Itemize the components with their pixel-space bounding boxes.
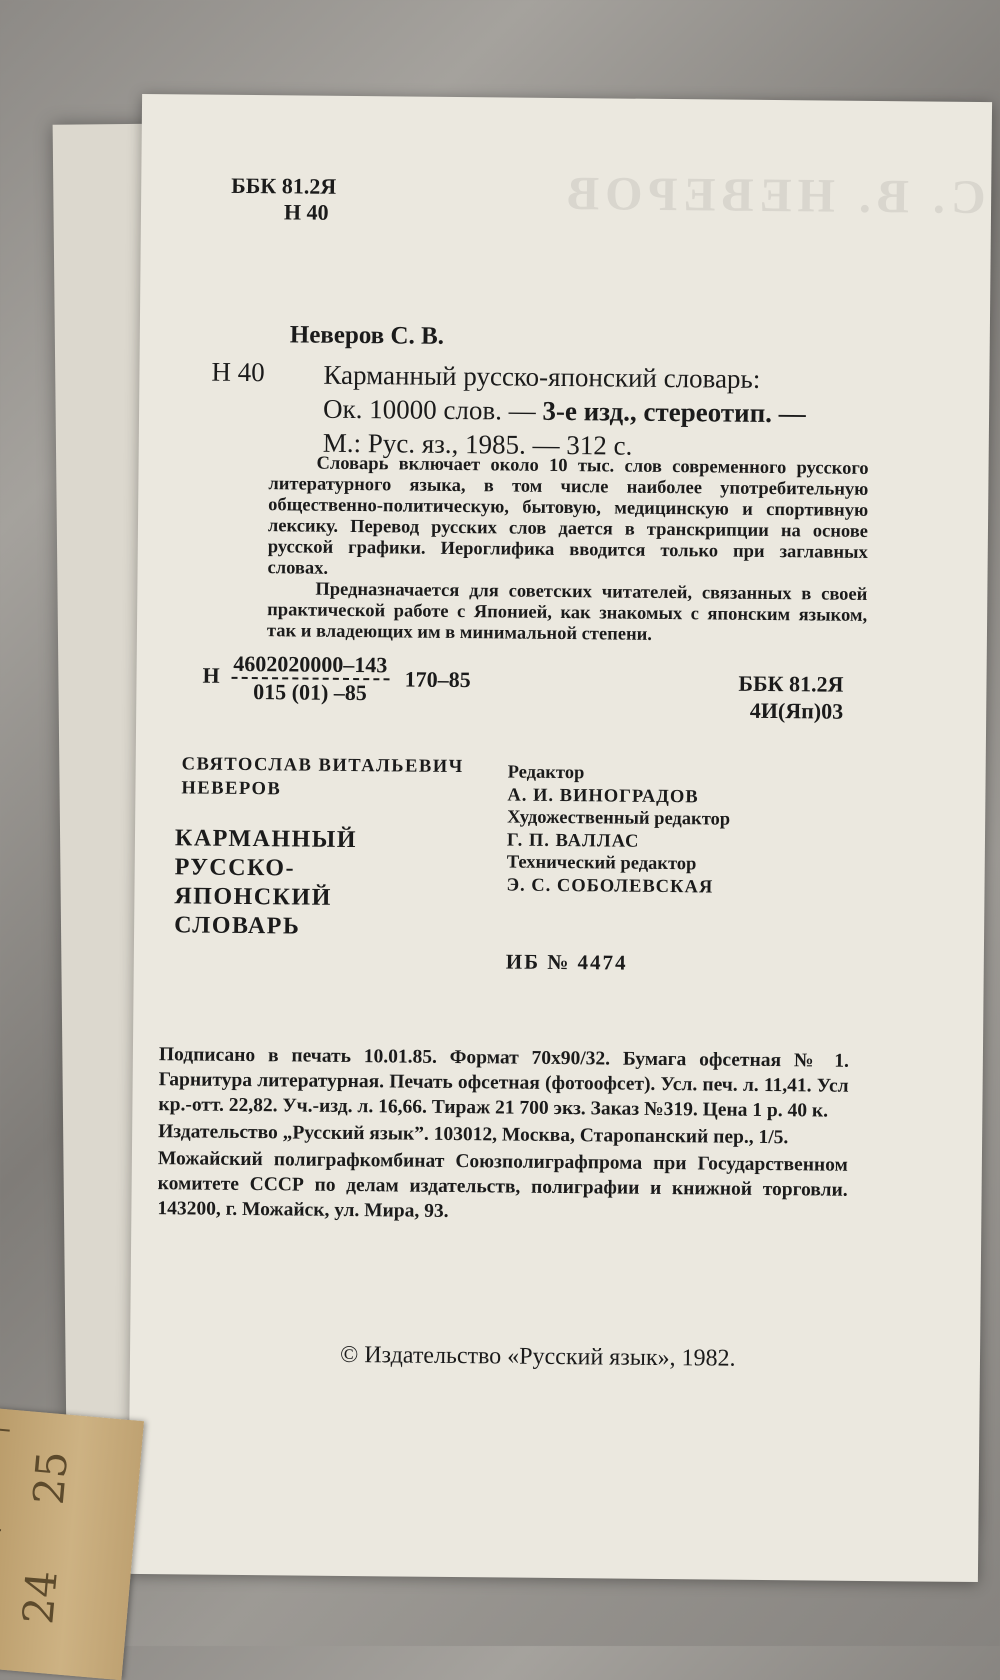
- book-title-line: КАРМАННЫЙ: [174, 825, 358, 854]
- author-name-line: СВЯТОСЛАВ ВИТАЛЬЕВИЧ: [181, 754, 464, 778]
- imprint-paragraph: Подписано в печать 10.01.85. Формат 70х90/32. Бумага офсетная № 1. Гарнитура литературная. Печать офсетная (фотоофсет). Усл. печ. л. 11,41. Усл кр.-отт. 22,82. Уч.-изд. л. 16,66. Тираж 21 700 экз. Заказ №319. Цена 1 р. 40 к.: [158, 1044, 849, 1122]
- copyright: © Издательство «Русский язык», 1982.: [339, 1341, 736, 1372]
- bbk-header-line2: Н 40: [283, 199, 329, 225]
- ruler-number: 25: [23, 1449, 78, 1507]
- annotation: [267, 453, 869, 648]
- title-line-part: Ок. 10000 слов. —: [322, 393, 536, 426]
- isbn-prefix: Н: [202, 662, 220, 688]
- bbk-header: [231, 173, 336, 226]
- credit-role: Технический редактор: [506, 852, 697, 875]
- catalog-code: Н 40: [211, 356, 265, 388]
- ruler-tick: [0, 1527, 1, 1531]
- show-through-text: С. В. НЕВЕРОВ: [560, 166, 986, 225]
- annotation-paragraph: Словарь включает около 10 тыс. слов современного русского литературного языка, в том числе наиболее употребительную общественно-политическую, бытовую, медицинскую и спортивную лексику. Перевод русских слов дается в транскрипции на основе русской графики. Иероглифика вводится только при заглавных словах.: [267, 453, 869, 579]
- author-name: Неверов С. В.: [289, 321, 445, 350]
- book-title-line: СЛОВАРЬ: [174, 912, 301, 940]
- annotation-paragraph: Предназначается для советских читателей, связанных в своей практической работе с Японией, как знакомых с японским языком, так и владеющих им в минимальной степени.: [266, 579, 868, 645]
- book-title-line: РУССКО-: [174, 854, 296, 882]
- bbk-classification: [738, 670, 843, 725]
- credit-role: Редактор: [507, 762, 585, 784]
- author-full-name: [181, 752, 501, 803]
- imprint: [157, 1042, 849, 1230]
- credits: [506, 761, 730, 898]
- isbn-code: [202, 651, 471, 708]
- ruler-number: 24: [13, 1568, 67, 1627]
- isbn-fraction: [231, 651, 390, 707]
- imprint-paragraph: Можайский полиграфкомбинат Союзполиграфпрома при Государственном комитете СССР по делам издательств, полиграфии и книжной торговли. 143200, г. Можайск, ул. Мира, 93.: [157, 1148, 848, 1222]
- book-title-line: ЯПОНСКИЙ: [174, 883, 332, 911]
- ruler-tick: [0, 1428, 10, 1432]
- credit-name: Г. П. ВАЛЛАС: [506, 829, 640, 852]
- isbn-numerator: 4602020000–143: [231, 651, 389, 681]
- isbn-denominator: 015 (01) –85: [253, 679, 367, 706]
- wooden-ruler: [0, 1408, 144, 1680]
- book-title: [174, 824, 357, 942]
- bibliographic-title: [323, 358, 984, 466]
- book-page: [128, 94, 992, 1582]
- author-name-line: НЕВЕРОВ: [181, 778, 282, 800]
- title-line: Карманный русско-японский словарь:: [323, 359, 761, 394]
- title-line: М.: Рус. яз., 1985. — 312 с.: [322, 427, 633, 461]
- credit-name: А. И. ВИНОГРАДОВ: [507, 784, 699, 807]
- edition-text: 3-е изд., стереотип. —: [542, 395, 806, 429]
- credit-name: Э. С. СОБОЛЕВСКАЯ: [506, 874, 714, 897]
- imprint-paragraph: Издательство „Русский язык”. 103012, Москва, Старопанский пер., 1/5.: [158, 1121, 789, 1149]
- ib-number: ИБ № 4474: [505, 949, 628, 975]
- bbk-line1: ББК 81.2Я: [738, 670, 844, 697]
- bbk-header-line1: ББК 81.2Я: [231, 172, 337, 199]
- credit-role: Художественный редактор: [507, 807, 731, 830]
- isbn-suffix: 170–85: [404, 666, 471, 693]
- bbk-line2: 4И(Яп)03: [749, 697, 844, 724]
